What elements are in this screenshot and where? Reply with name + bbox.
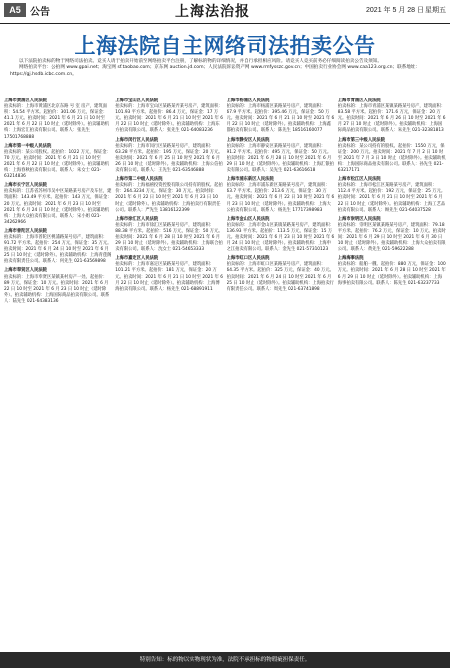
auction-lot xyxy=(227,217,335,254)
auction-lot xyxy=(227,138,335,175)
court-name: 上海市第三中级人民法院 xyxy=(337,137,386,143)
section-name: 公告 xyxy=(30,7,50,18)
court-name: 上海市静安区人民法院 xyxy=(226,137,270,143)
auction-lot xyxy=(4,183,112,226)
lot-details: 拍卖标的：上海市杨浦区某路某号房产，建筑面积：67.9 平方米。起拍价：395.46 万元，保证金：50 万元。拍卖时间：2021 年 6 月 21 日 10 时至 2021 年 6 月 22 日 10 时止（延时除外）。拍卖辅助机构：上海鑫都拍卖有限公司。联系人：陈先生 18516160077 xyxy=(226,104,335,134)
court-name: 上海海事法院 xyxy=(337,256,364,262)
court-name: 上海市金山区人民法院 xyxy=(226,216,270,222)
court-name: 上海市松江区人民法院 xyxy=(337,177,381,183)
lot-details: 拍卖标的：某公司股权。起拍价：1022 万元，保证金：70 万元。拍卖时间：2021 年 6 月 21 日 10 时至 2021 年 6 月 22 日 10 时止（延时除外）。拍卖辅助机构：上海春秋拍卖有限公司。联系人：朱女士 021-63214836 xyxy=(4,149,111,180)
court-name: 上海市宝山区人民法院 xyxy=(115,98,159,103)
auction-lot xyxy=(4,229,112,266)
listing-column xyxy=(338,98,446,646)
auction-lot xyxy=(4,268,112,305)
lot-details: 拍卖标的：上海市普陀区桃浦路某号房产，建筑面积：91.72 平方米。起拍价：254 万元，保证金：35 万元。拍卖时间：2021 年 6 月 24 日 10 时至 2021 年 6 月 25 日 10 时止（延时除外）。拍卖辅助机构：上海青莲阁拍卖有限责任公司。联系人：何先生 021-63569898 xyxy=(4,234,112,265)
issue-weekday: 星期五 xyxy=(425,7,446,14)
intro-paragraph: 以下法院拍卖标的物于网络司法拍卖。竞买人请于拍卖开始前至网络拍卖平台注册，了解标的物的详细情况，并自行承担相应风险。请竞买人竞买前务必仔细阅读拍卖公告及须知。 xyxy=(19,59,382,64)
lot-details: 拍卖标的：上海市松江区某路某号房产，建筑面积：112.4 平方米。起拍价：192 万元，保证金：25 万元。拍卖时间：2021 年 6 月 21 日 10 时至 2021 年 6 月 22 日 10 时止（延时除外）。拍卖辅助机构：上海工艺品拍卖有限公司。联系人：顾先生 021-64037528 xyxy=(337,183,446,213)
court-name: 上海市第二中级人民法院 xyxy=(115,177,163,183)
lot-details: 拍卖标的：上海市青浦区某镇某路某号房产，建筑面积：83.58 平方米。起拍价：171.6 万元，保证金：20 万元。拍卖时间：2021 年 6 月 26 日 10 时至 2021 年 6 月 27 日 10 时止（延时除外）。拍卖辅助机构：上海国际商品拍卖有限公司。联系人：朱先生 021-32381813 xyxy=(337,104,446,134)
court-name: 上海市普陀区人民法院 xyxy=(4,228,47,234)
newspaper-name: 上海法治报 xyxy=(175,4,250,20)
court-name: 上海市第一中级人民法院 xyxy=(4,143,52,149)
auction-lot xyxy=(115,98,223,135)
court-name: 上海市嘉定区人民法院 xyxy=(115,256,159,262)
court-name: 上海市杨浦区人民法院 xyxy=(226,98,270,103)
issue-date: 2021 年 5 月 28 日 xyxy=(366,7,424,14)
auction-lot xyxy=(338,138,446,175)
court-name: 上海市徐汇区人民法院 xyxy=(115,216,159,222)
listing-column xyxy=(4,98,112,646)
court-name: 上海市浦东新区人民法院 xyxy=(226,177,274,183)
listing-column xyxy=(227,98,335,646)
lot-details: 拍卖标的：上海市宝山区某路某弄某号房产，建筑面积：101.93 平方米。起拍价：86.4 万元，保证金：17 万元。拍卖时间：2021 年 6 月 21 日 10 时至 2021 年 6 月 22 日 10 时止（延时除外）。拍卖辅助机构：上海东方拍卖有限公司。联系人：张先生 021-64083236 xyxy=(115,104,224,134)
court-name: 上海市崇明区人民法院 xyxy=(337,216,381,222)
lot-details: 拍卖标的：上海市黄浦区北京东路 号 室 房产，建筑面积：54.54 平方米。起拍价：301.06 万元，保证金：41.1 万元。拍卖时间：2021 年 6 月 21 日 10 时至 2021 年 6 月 22 日 10 时止（延时除外）。拍卖辅助机构：上海宏汇拍卖有限公司。联系人：张先生 17501768888 xyxy=(4,104,110,140)
auction-lot xyxy=(338,98,446,135)
auction-lot xyxy=(227,177,335,214)
auction-lot xyxy=(4,98,112,141)
page-title: 上海法院自主网络司法拍卖公告 xyxy=(74,34,376,58)
intro-text xyxy=(10,59,440,78)
intro-paragraph: 网络拍卖平台：公拍网 www.gpai.net；淘宝网 sf.taobao.com；京东网 auction.jd.com；人民法院诉讼资产网 www.rmfysszc.gov.cn；中国拍卖行业协会网 www.caa123.org.cn；联系地址：https://gj.hsdb.icbc.com.cn。 xyxy=(10,65,421,77)
listing-column xyxy=(115,98,223,646)
auction-lot xyxy=(4,144,112,181)
lot-details: 拍卖标的：上海市奉贤区某镇某村房产一处。起拍价：89 万元，保证金：10 万元。拍卖时间：2021 年 6 月 22 日 10 时至 2021 年 6 月 23 日 10 时止（延时除外）。拍卖辅助机构：上海国际商品拍卖有限公司。联系人：陆先生 021-64383136 xyxy=(4,274,110,304)
court-name: 上海市闵行区人民法院 xyxy=(115,137,159,143)
lot-details: 拍卖标的：上海市浦东新区某路某号房产，建筑面积：63.7 平方米。起拍价：213.6 万元，保证金：30 万元。拍卖时间：2021 年 6 月 22 日 10 时至 2021 年 6 月 23 日 10 时止（延时除外）。拍卖辅助机构：上海大公拍卖有限公司。联系人：杨先生 17717398983 xyxy=(226,183,335,213)
lot-details: 拍卖标的：江苏省苏州市吴中区某路某号房产及车位，建筑面积：143.49 平方米。起拍价：143 万元，保证金：20 万元。拍卖时间：2021 年 6 月 23 日 10 时至 2021 年 6 月 24 日 10 时止（延时除外）。拍卖辅助机构：上海大众拍卖有限公司。联系人：宋小姐 021-34262966 xyxy=(4,189,112,225)
lot-details: 拍卖标的：上海市金山区某镇某路某号房产，建筑面积：136.93 平方米。起拍价：113.5 万元，保证金：15 万元。拍卖时间：2021 年 6 月 23 日 10 时至 2021 年 6 月 24 日 10 时止（延时除外）。拍卖辅助机构：上海申之江拍卖有限公司。联系人：金先生 021-57310123 xyxy=(226,222,335,253)
auction-lot xyxy=(115,217,223,254)
court-name: 上海市奉贤区人民法院 xyxy=(4,268,47,274)
lot-details: 拍卖标的：崇明区某镇某路某号房产，建筑面积：79.18 平方米。起拍价：76.2 万元，保证金：10 万元。拍卖时间：2021 年 6 月 29 日 10 时至 2021 年 6 月 30 日 10 时止（延时除外）。拍卖辅助机构：上海大众拍卖有限公司。联系人：黄先生 021-59622288 xyxy=(337,222,446,253)
auction-lot xyxy=(227,98,335,135)
auction-listings xyxy=(4,98,446,646)
footer-notice: 特别告知：标的物以实物现状为准，法院不承担标的物瑕疵担保责任。 xyxy=(0,652,450,668)
lot-details: 拍卖标的：上海市静安区某路某号房产，建筑面积：91.2 平方米。起拍价：495 万元，保证金：50 万元。拍卖时间：2021 年 6 月 28 日 10 时至 2021 年 6 月 29 日 10 时止（延时除外）。拍卖辅助机构：上海汇银拍卖有限公司。联系人：吴先生 021-63616618 xyxy=(226,143,334,174)
page-number-badge: A5 xyxy=(4,3,26,17)
lot-details: 拍卖标的：上海福禧投资控股有限公司持有的股权。起拍价：264.3234 万元，保证金：30 万元。拍卖时间：2021 年 6 月 22 日 10 时至 2021 年 6 月 23 日 10 时止（延时除外）。拍卖辅助机构：上海拍卖行有限责任公司。联系人：严先生 13816122399 xyxy=(115,183,223,213)
court-name: 上海市虹口区人民法院 xyxy=(226,256,270,262)
lot-details: 拍卖标的：上海市徐汇区某路某号房产，建筑面积：88.38 平方米。起拍价：516 万元，保证金：50 万元。拍卖时间：2021 年 6 月 28 日 10 时至 2021 年 6 月 29 日 10 时止（延时除外）。拍卖辅助机构：上海联合拍卖有限公司。联系人：沈女士 021-54653333 xyxy=(115,222,223,253)
auction-lot xyxy=(338,177,446,214)
court-name: 上海市青浦区人民法院 xyxy=(337,98,381,103)
lot-details: 拍卖标的：上海市闵行区某路某号房产，建筑面积：63.28 平方米。起拍价：195 万元，保证金：20 万元。拍卖时间：2021 年 6 月 25 日 10 时至 2021 年 6 月 26 日 10 时止（延时除外）。拍卖辅助机构：上海公信拍卖有限公司。联系人：王先生 021-63546888 xyxy=(115,143,223,174)
auction-lot xyxy=(227,256,335,293)
masthead xyxy=(0,0,450,24)
auction-lot xyxy=(115,177,223,214)
lot-details: 拍卖标的：上海市嘉定区某路某号房产，建筑面积：101.21 平方米。起拍价：181 万元，保证金：20 万元。拍卖时间：2021 年 6 月 21 日 10 时至 2021 年 6 月 22 日 10 时止（延时除外）。拍卖辅助机构：上海博海拍卖有限公司。联系人：杨先生 021-68891911 xyxy=(115,262,224,292)
lot-details: 拍卖标的：船舶一艘。起拍价：880 万元，保证金：100 万元。拍卖时间：2021 年 6 月 28 日 10 时至 2021 年 6 月 29 日 10 时止（延时除外）。拍卖辅助机构：上海海事拍卖有限公司。联系人：陈先生 021-63237733 xyxy=(337,262,446,286)
auction-lot xyxy=(338,256,446,286)
court-name: 上海市黄浦区人民法院 xyxy=(4,98,47,103)
lot-details: 拍卖标的：某公司持有的股权。起拍价：1550 万元，保证金：200 万元。拍卖时间：2021 年 7 月 2 日 10 时至 2021 年 7 月 3 日 10 时止（延时除外）。拍卖辅助机构：上海国际商品拍卖有限公司。联系人：孙先生 021-63217171 xyxy=(337,143,446,174)
auction-lot xyxy=(115,138,223,175)
auction-lot xyxy=(115,256,223,293)
lot-details: 拍卖标的：上海市虹口区某路某号房产，建筑面积：64.35 平方米。起拍价：325 万元，保证金：40 万元。拍卖时间：2021 年 6 月 24 日 10 时至 2021 年 6 月 25 日 10 时止（延时除外）。拍卖辅助机构：上海拍卖行有限责任公司。联系人：周先生 021-63741898 xyxy=(226,262,334,292)
court-name: 上海市长宁区人民法院 xyxy=(4,183,47,189)
auction-lot xyxy=(338,217,446,254)
